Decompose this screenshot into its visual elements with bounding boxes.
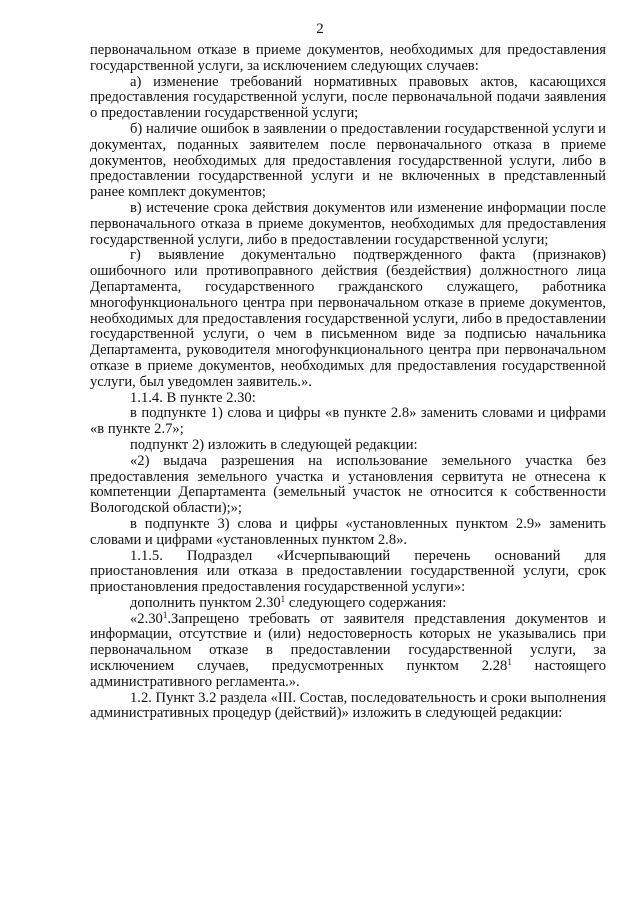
section-1-1-4-heading: 1.1.4. В пункте 2.30: (130, 389, 256, 406)
subitem-2-intro: подпункт 2) изложить в следующей редакции: (130, 436, 418, 453)
point-2-30-1-paragraph (90, 609, 606, 691)
point-2-30-superscript: 1 (162, 609, 168, 620)
item-b-paragraph: б) наличие ошибок в заявлении о предоставлении государственной услуги и документах, поданных заявителем после первоначального отказа в приеме документов, необходимых для предоставления государственной услуги, либо в предоставлении государственной услуги и не включенных в представленный ранее комплект документов; (90, 120, 606, 201)
section-1-2-paragraph: 1.2. Пункт 3.2 раздела «III. Состав, последовательность и сроки выполнения административных процедур (действий)» изложить в следующей редакции: (90, 689, 606, 722)
add-point-paragraph (90, 593, 606, 612)
section-1-1-5-paragraph: 1.1.5. Подраздел «Исчерпывающий перечень оснований для приостановления или отказа в предоставлении государственной услуги, срок приостановления предоставления государственной услуги»: (90, 547, 606, 596)
item-v-paragraph: в) истечение срока действия документов или изменение информации после первоначального отказа в приеме документов, необходимых для предоставления государственной услуги, либо в предоставлении государственной услуги; (90, 199, 606, 248)
subitem-1-paragraph: в подпункте 1) слова и цифры «в пункте 2.8» заменить словами и цифрами «в пункте 2.7»; (90, 405, 606, 438)
point-2-30-text-part1: .Запрещено требовать от заявителя представления документов и информации, отсутствие и (или) недостоверность которых не указывались при первоначальном отказе в предоставлении государственной услуги, за исключением случаев, предусмотренных пунктом 2.28 (90, 610, 606, 675)
subitem-3-paragraph: в подпункте 3) слова и цифры «установленных пунктом 2.9» заменить словами и цифрами «установленных пунктом 2.8». (90, 515, 606, 548)
intro-paragraph: первоначальном отказе в приеме документов, необходимых для предоставления государственной услуги, за исключением следующих случаев: (90, 42, 606, 74)
item-g-paragraph: г) выявление документально подтвержденного факта (признаков) ошибочного или противоправного действия (бездействия) должностного лица Департамента, государственного гражданского служащего, работника многофункционального центра при первоначальном отказе в приеме документов, необходимых для предоставления государственной услуги, либо в предоставлении государственной услуги, о чем в письменном виде за подписью начальника Департамента, руководителя многофункционального центра при первоначальном отказе в приеме документов, необходимых для предоставления государственной услуги, был уведомлен заявитель.». (90, 247, 606, 390)
item-a-paragraph: а) изменение требований нормативных правовых актов, касающихся предоставления государственной услуги, после первоначальной подачи заявления о предоставлении государственной услуги; (90, 73, 606, 122)
page-number: 2 (316, 21, 324, 37)
point-2-30-text-part2: настоящего административного регламента.». (90, 658, 606, 690)
document-body (90, 43, 606, 722)
add-point-text-after: следующего содержания: (285, 594, 447, 611)
subitem-2-text: «2) выдача разрешения на использование земельного участка без предоставления земельного участка и установления сервитута не отнесена к компетенции Департамента (земельный участок не относится к собственности Вологодской области);»; (90, 452, 606, 517)
add-point-superscript: 1 (280, 593, 286, 604)
point-2-28-superscript: 1 (507, 657, 512, 668)
point-2-30-number: «2.30 (130, 610, 163, 627)
add-point-text-before: дополнить пунктом 2.30 (130, 594, 281, 611)
